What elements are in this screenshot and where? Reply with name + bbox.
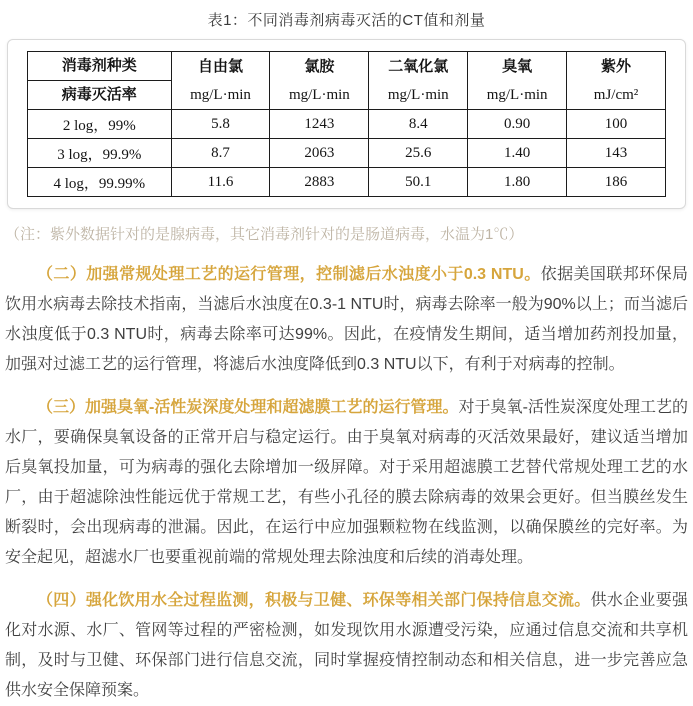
ct-values-table: [27, 51, 666, 197]
column-name: 二氧化氯: [388, 58, 449, 75]
cell-value: 8.4: [369, 110, 468, 139]
cell-value: 2883: [270, 168, 369, 197]
column-unit: mJ/cm²: [593, 86, 639, 103]
column-name: 氯胺: [304, 58, 335, 75]
cell-value: 143: [567, 139, 666, 168]
table-row: [28, 139, 666, 168]
column-name: 自由氯: [197, 58, 243, 75]
paragraph-2: [5, 260, 688, 380]
paragraph-4-body: 供水企业要强化对水源、水厂、管网等过程的严密检测，如发现饮用水源遭受污染，应通过信息交流和共享机制，及时与卫健、环保部门进行信息交流，同时掌握疫情控制动态和相关信息，进一步完善应急供水安全保障预案。: [5, 592, 688, 699]
table-row: [28, 168, 666, 197]
table-panel: [7, 39, 686, 209]
paragraph-2-body: 依据美国联邦环保局饮用水病毒去除技术指南，当滤后水浊度在0.3-1 NTU时，病毒去除率一般为90%以上；而当滤后水浊度低于0.3 NTU时，病毒去除率可达99%。因此，在疫情发生期间，适当增加药剂投加量，加强对过滤工艺的运行管理，将滤后水浊度降低到0.3 NTU以下，有利于对病毒的控制。: [5, 266, 688, 373]
table-row: [28, 110, 666, 139]
cell-value: 100: [567, 110, 666, 139]
table-note: （注：紫外数据针对的是腺病毒，其它消毒剂针对的是肠道病毒，水温为1℃）: [5, 226, 524, 243]
corner-label-bottom: 病毒灭活率: [61, 87, 137, 103]
cell-value: 11.6: [171, 168, 270, 197]
cell-value: 186: [567, 168, 666, 197]
column-name: 臭氧: [502, 58, 533, 75]
corner-cell: [28, 52, 172, 110]
cell-value: 2063: [270, 139, 369, 168]
column-unit: mg/L·min: [387, 86, 449, 103]
corner-label-top: 消毒剂种类: [28, 52, 171, 81]
cell-value: 1.40: [468, 139, 567, 168]
table-caption: 表1：不同消毒剂病毒灭活的CT值和剂量: [207, 12, 486, 29]
column-header-chloramine: [270, 52, 369, 110]
table-header-row: [28, 52, 666, 110]
paragraph-3: [5, 393, 688, 573]
paragraph-3-body: 对于臭氧-活性炭深度处理工艺的水厂，要确保臭氧设备的正常开启与稳定运行。由于臭氧对病毒的灭活效果最好，建议适当增加后臭氧投加量，可为病毒的强化去除增加一级屏障。对于采用超滤膜工艺替代常规处理工艺的水厂，由于超滤除浊性能远优于常规工艺，有些小孔径的膜去除病毒的效果会更好。但当膜丝发生断裂时，会出现病毒的泄漏。因此，在运行中应加强颗粒物在线监测，以确保膜丝的完好率。为安全起见，超滤水厂也要重视前端的常规处理去除浊度和后续的消毒处理。: [5, 399, 688, 566]
column-header-chlorine-dioxide: [369, 52, 468, 110]
column-header-uv: [567, 52, 666, 110]
column-name: 紫外: [601, 58, 632, 75]
cell-value: 8.7: [171, 139, 270, 168]
column-header-free-chlorine: [171, 52, 270, 110]
column-unit: mg/L·min: [288, 86, 350, 103]
paragraph-2-heading: （二）加强常规处理工艺的运行管理，控制滤后水浊度小于0.3 NTU。: [37, 266, 541, 283]
row-label: 3 log，99.9%: [28, 139, 172, 168]
paragraph-4-heading: （四）强化饮用水全过程监测，积极与卫健、环保等相关部门保持信息交流。: [37, 592, 591, 609]
cell-value: 0.90: [468, 110, 567, 139]
row-label: 4 log，99.99%: [28, 168, 172, 197]
cell-value: 5.8: [171, 110, 270, 139]
cell-value: 1.80: [468, 168, 567, 197]
cell-value: 50.1: [369, 168, 468, 197]
row-label: 2 log，99%: [28, 110, 172, 139]
cell-value: 25.6: [369, 139, 468, 168]
column-unit: mg/L·min: [190, 86, 251, 103]
cell-value: 1243: [270, 110, 369, 139]
paragraph-3-heading: （三）加强臭氧-活性炭深度处理和超滤膜工艺的运行管理。: [37, 399, 459, 416]
paragraph-4: [5, 586, 688, 706]
column-header-ozone: [468, 52, 567, 110]
column-unit: mg/L·min: [486, 86, 548, 103]
